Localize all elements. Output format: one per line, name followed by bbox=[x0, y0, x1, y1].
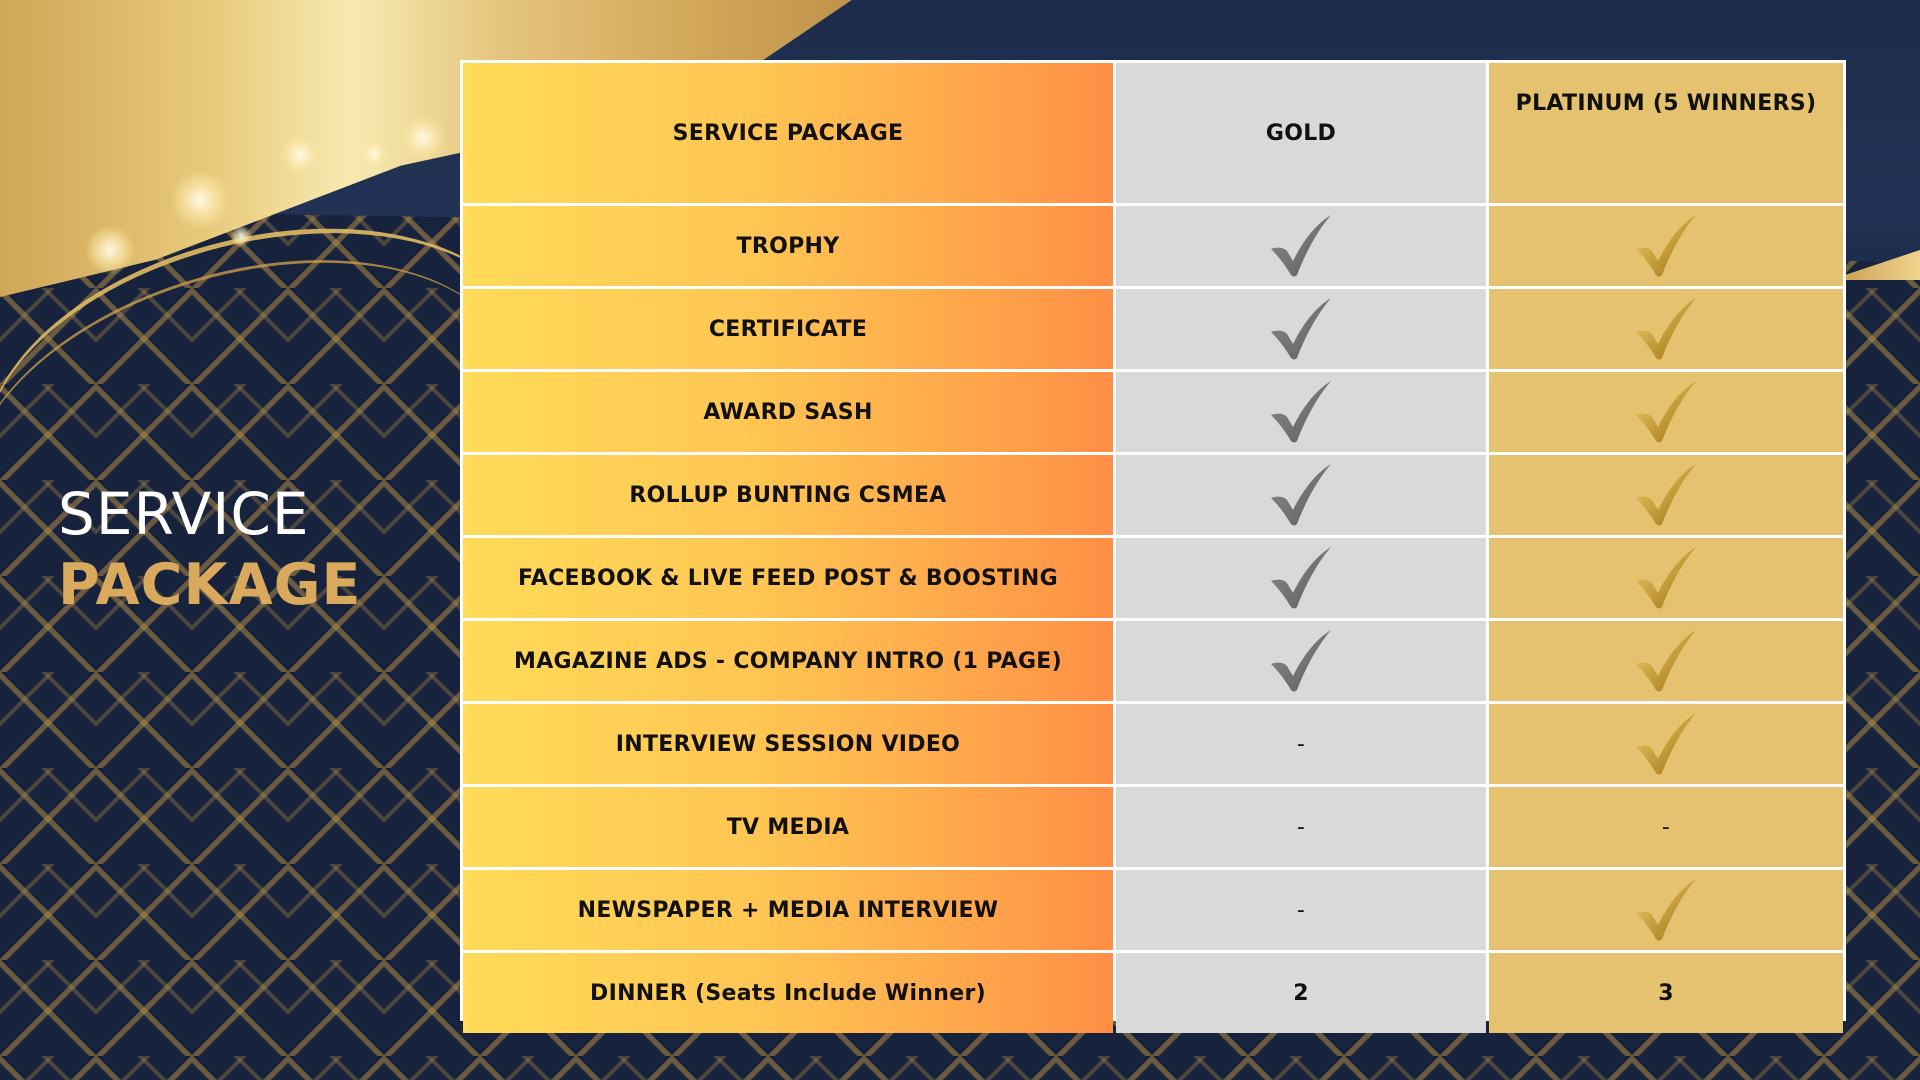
platinum-cell bbox=[1489, 787, 1843, 867]
table-row bbox=[463, 206, 1843, 286]
dash-value: - bbox=[1296, 897, 1306, 923]
grey-checkmark-icon bbox=[1269, 213, 1333, 279]
service-name-cell: INTERVIEW SESSION VIDEO bbox=[463, 704, 1113, 784]
sparkle-decoration bbox=[170, 170, 230, 230]
sparkle-decoration bbox=[280, 135, 320, 175]
table-row bbox=[463, 372, 1843, 452]
grey-checkmark-icon bbox=[1269, 296, 1333, 362]
table-header-row bbox=[463, 63, 1843, 203]
service-name-cell: FACEBOOK & LIVE FEED POST & BOOSTING bbox=[463, 538, 1113, 618]
header-platinum: PLATINUM (5 WINNERS) bbox=[1489, 63, 1843, 203]
table-row bbox=[463, 289, 1843, 369]
platinum-cell bbox=[1489, 206, 1843, 286]
dash-value: - bbox=[1661, 814, 1671, 840]
gold-checkmark-icon bbox=[1634, 296, 1698, 362]
gold-cell bbox=[1116, 621, 1486, 701]
title-line-package: PACKAGE bbox=[58, 552, 362, 618]
platinum-cell bbox=[1489, 953, 1843, 1033]
table-row bbox=[463, 621, 1843, 701]
table-row bbox=[463, 953, 1843, 1033]
gold-checkmark-icon bbox=[1634, 379, 1698, 445]
sparkle-decoration bbox=[230, 225, 252, 247]
service-name-cell: MAGAZINE ADS - COMPANY INTRO (1 PAGE) bbox=[463, 621, 1113, 701]
sparkle-decoration bbox=[400, 115, 446, 161]
platinum-cell bbox=[1489, 289, 1843, 369]
gold-checkmark-icon bbox=[1634, 711, 1698, 777]
platinum-cell bbox=[1489, 372, 1843, 452]
gold-checkmark-icon bbox=[1634, 545, 1698, 611]
service-name-cell: CERTIFICATE bbox=[463, 289, 1113, 369]
gold-cell bbox=[1116, 289, 1486, 369]
dash-value: - bbox=[1296, 814, 1306, 840]
seat-count: 2 bbox=[1293, 980, 1309, 1006]
slide-title bbox=[58, 480, 362, 618]
sparkle-decoration bbox=[85, 225, 135, 275]
grey-checkmark-icon bbox=[1269, 379, 1333, 445]
seat-count: 3 bbox=[1658, 980, 1674, 1006]
gold-checkmark-icon bbox=[1634, 877, 1698, 943]
gold-checkmark-icon bbox=[1634, 628, 1698, 694]
header-service-package: SERVICE PACKAGE bbox=[463, 63, 1113, 203]
table-row bbox=[463, 538, 1843, 618]
table-row bbox=[463, 870, 1843, 950]
grey-checkmark-icon bbox=[1269, 545, 1333, 611]
service-name-cell: AWARD SASH bbox=[463, 372, 1113, 452]
platinum-cell bbox=[1489, 704, 1843, 784]
gold-cell bbox=[1116, 372, 1486, 452]
service-name-cell: NEWSPAPER + MEDIA INTERVIEW bbox=[463, 870, 1113, 950]
sparkle-decoration bbox=[360, 140, 388, 168]
service-name-cell: ROLLUP BUNTING CSMEA bbox=[463, 455, 1113, 535]
platinum-cell bbox=[1489, 870, 1843, 950]
gold-cell bbox=[1116, 787, 1486, 867]
service-name-cell: DINNER (Seats Include Winner) bbox=[463, 953, 1113, 1033]
gold-checkmark-icon bbox=[1634, 213, 1698, 279]
gold-cell bbox=[1116, 953, 1486, 1033]
platinum-cell bbox=[1489, 538, 1843, 618]
gold-cell bbox=[1116, 455, 1486, 535]
table-row bbox=[463, 787, 1843, 867]
service-package-table bbox=[460, 60, 1846, 1021]
comparison-table bbox=[460, 60, 1846, 1036]
platinum-cell bbox=[1489, 621, 1843, 701]
dash-value: - bbox=[1296, 731, 1306, 757]
gold-cell bbox=[1116, 206, 1486, 286]
service-name-cell: TV MEDIA bbox=[463, 787, 1113, 867]
table-row bbox=[463, 455, 1843, 535]
gold-cell bbox=[1116, 870, 1486, 950]
grey-checkmark-icon bbox=[1269, 628, 1333, 694]
table-row bbox=[463, 704, 1843, 784]
header-gold: GOLD bbox=[1116, 63, 1486, 203]
platinum-cell bbox=[1489, 455, 1843, 535]
grey-checkmark-icon bbox=[1269, 462, 1333, 528]
title-line-service: SERVICE bbox=[58, 480, 310, 548]
service-name-cell: TROPHY bbox=[463, 206, 1113, 286]
gold-cell bbox=[1116, 538, 1486, 618]
gold-checkmark-icon bbox=[1634, 462, 1698, 528]
gold-cell bbox=[1116, 704, 1486, 784]
